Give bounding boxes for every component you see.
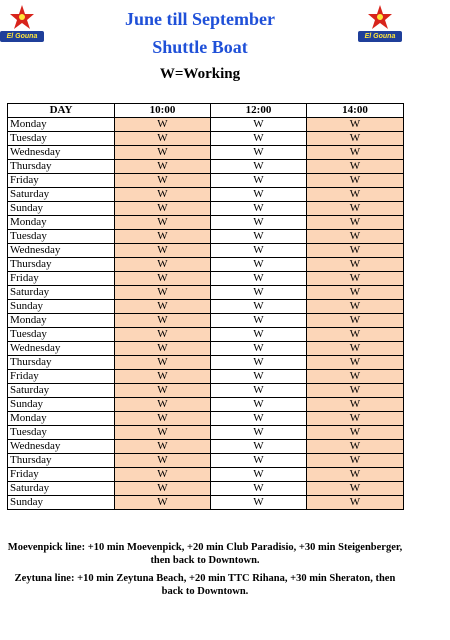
column-header-1000: 10:00 — [115, 104, 211, 118]
page-subtitle: Shuttle Boat — [152, 37, 248, 57]
status-cell: W — [307, 440, 404, 454]
status-cell: W — [211, 188, 307, 202]
table-header-row — [8, 104, 404, 118]
day-cell: Tuesday — [8, 426, 115, 440]
status-cell: W — [307, 272, 404, 286]
status-cell: W — [307, 468, 404, 482]
page-title: June till September — [125, 9, 275, 29]
day-cell: Monday — [8, 118, 115, 132]
status-cell: W — [211, 258, 307, 272]
status-cell: W — [211, 314, 307, 328]
table-row — [8, 370, 404, 384]
status-cell: W — [115, 216, 211, 230]
column-header-1200: 12:00 — [211, 104, 307, 118]
table-row — [8, 272, 404, 286]
status-cell: W — [115, 398, 211, 412]
status-cell: W — [115, 146, 211, 160]
status-cell: W — [211, 286, 307, 300]
table-row — [8, 440, 404, 454]
table-row — [8, 188, 404, 202]
table-row — [8, 482, 404, 496]
status-cell: W — [115, 118, 211, 132]
schedule-table — [7, 103, 404, 510]
table-row — [8, 356, 404, 370]
table-row — [8, 244, 404, 258]
day-cell: Wednesday — [8, 146, 115, 160]
status-cell: W — [115, 384, 211, 398]
status-cell: W — [115, 356, 211, 370]
logo-text: El Gouna — [358, 31, 402, 42]
day-cell: Saturday — [8, 286, 115, 300]
status-cell: W — [211, 328, 307, 342]
status-cell: W — [211, 398, 307, 412]
column-header-day: DAY — [8, 104, 115, 118]
day-cell: Thursday — [8, 454, 115, 468]
day-cell: Friday — [8, 370, 115, 384]
schedule-body — [8, 118, 404, 510]
status-cell: W — [115, 188, 211, 202]
day-cell: Friday — [8, 468, 115, 482]
day-cell: Monday — [8, 412, 115, 426]
status-cell: W — [115, 370, 211, 384]
table-row — [8, 468, 404, 482]
status-cell: W — [307, 146, 404, 160]
status-cell: W — [115, 174, 211, 188]
status-cell: W — [211, 356, 307, 370]
table-row — [8, 118, 404, 132]
day-cell: Monday — [8, 314, 115, 328]
status-cell: W — [211, 412, 307, 426]
status-cell: W — [115, 202, 211, 216]
status-cell: W — [211, 202, 307, 216]
status-cell: W — [115, 440, 211, 454]
status-cell: W — [115, 244, 211, 258]
day-cell: Wednesday — [8, 244, 115, 258]
status-cell: W — [307, 454, 404, 468]
status-cell: W — [307, 384, 404, 398]
status-cell: W — [211, 384, 307, 398]
day-cell: Sunday — [8, 202, 115, 216]
status-cell: W — [211, 426, 307, 440]
status-cell: W — [307, 356, 404, 370]
status-cell: W — [211, 300, 307, 314]
status-cell: W — [307, 314, 404, 328]
table-row — [8, 398, 404, 412]
status-cell: W — [307, 398, 404, 412]
status-cell: W — [307, 216, 404, 230]
status-cell: W — [307, 370, 404, 384]
day-cell: Tuesday — [8, 132, 115, 146]
day-cell: Saturday — [8, 188, 115, 202]
status-cell: W — [211, 342, 307, 356]
table-row — [8, 146, 404, 160]
day-cell: Sunday — [8, 398, 115, 412]
day-cell: Wednesday — [8, 342, 115, 356]
table-row — [8, 314, 404, 328]
status-cell: W — [115, 468, 211, 482]
status-cell: W — [211, 118, 307, 132]
table-row — [8, 384, 404, 398]
table-row — [8, 286, 404, 300]
status-cell: W — [307, 174, 404, 188]
status-cell: W — [307, 496, 404, 510]
status-cell: W — [307, 342, 404, 356]
table-row — [8, 454, 404, 468]
day-cell: Saturday — [8, 384, 115, 398]
status-cell: W — [115, 496, 211, 510]
day-cell: Tuesday — [8, 328, 115, 342]
table-row — [8, 230, 404, 244]
status-cell: W — [211, 496, 307, 510]
status-cell: W — [115, 300, 211, 314]
status-cell: W — [307, 202, 404, 216]
status-cell: W — [307, 286, 404, 300]
moevenpick-line-note: Moevenpick line: +10 min Moevenpick, +20 min Club Paradisio, +30 min Steigenberger, then back to Downtown. — [7, 542, 403, 566]
status-cell: W — [307, 426, 404, 440]
day-cell: Thursday — [8, 258, 115, 272]
legend-text: W=Working — [159, 66, 241, 82]
status-cell: W — [115, 412, 211, 426]
status-cell: W — [115, 258, 211, 272]
status-cell: W — [211, 132, 307, 146]
day-cell: Saturday — [8, 482, 115, 496]
status-cell: W — [115, 482, 211, 496]
table-row — [8, 160, 404, 174]
status-cell: W — [211, 468, 307, 482]
status-cell: W — [115, 160, 211, 174]
status-cell: W — [307, 160, 404, 174]
day-cell: Friday — [8, 174, 115, 188]
table-row — [8, 132, 404, 146]
table-row — [8, 412, 404, 426]
status-cell: W — [115, 454, 211, 468]
day-cell: Monday — [8, 216, 115, 230]
status-cell: W — [211, 244, 307, 258]
day-cell: Wednesday — [8, 440, 115, 454]
status-cell: W — [211, 370, 307, 384]
status-cell: W — [211, 230, 307, 244]
status-cell: W — [307, 118, 404, 132]
status-cell: W — [211, 174, 307, 188]
status-cell: W — [211, 482, 307, 496]
table-row — [8, 496, 404, 510]
status-cell: W — [211, 216, 307, 230]
status-cell: W — [307, 188, 404, 202]
day-cell: Thursday — [8, 160, 115, 174]
status-cell: W — [115, 314, 211, 328]
logo-text: El Gouna — [0, 31, 44, 42]
status-cell: W — [307, 258, 404, 272]
status-cell: W — [211, 454, 307, 468]
status-cell: W — [307, 328, 404, 342]
status-cell: W — [115, 328, 211, 342]
status-cell: W — [115, 342, 211, 356]
status-cell: W — [307, 412, 404, 426]
day-cell: Friday — [8, 272, 115, 286]
status-cell: W — [307, 132, 404, 146]
table-row — [8, 216, 404, 230]
table-row — [8, 426, 404, 440]
status-cell: W — [211, 440, 307, 454]
status-cell: W — [211, 160, 307, 174]
table-row — [8, 342, 404, 356]
day-cell: Sunday — [8, 300, 115, 314]
status-cell: W — [211, 146, 307, 160]
status-cell: W — [307, 482, 404, 496]
zeytuna-line-note: Zeytuna line: +10 min Zeytuna Beach, +20 min TTC Rihana, +30 min Sheraton, then back to Downtown. — [14, 573, 396, 597]
table-row — [8, 258, 404, 272]
day-cell: Tuesday — [8, 230, 115, 244]
status-cell: W — [307, 230, 404, 244]
day-cell: Thursday — [8, 356, 115, 370]
table-row — [8, 328, 404, 342]
status-cell: W — [115, 272, 211, 286]
table-row — [8, 174, 404, 188]
column-header-1400: 14:00 — [307, 104, 404, 118]
table-row — [8, 202, 404, 216]
status-cell: W — [115, 132, 211, 146]
status-cell: W — [115, 426, 211, 440]
table-row — [8, 300, 404, 314]
status-cell: W — [115, 286, 211, 300]
status-cell: W — [307, 300, 404, 314]
status-cell: W — [307, 244, 404, 258]
status-cell: W — [211, 272, 307, 286]
day-cell: Sunday — [8, 496, 115, 510]
status-cell: W — [115, 230, 211, 244]
